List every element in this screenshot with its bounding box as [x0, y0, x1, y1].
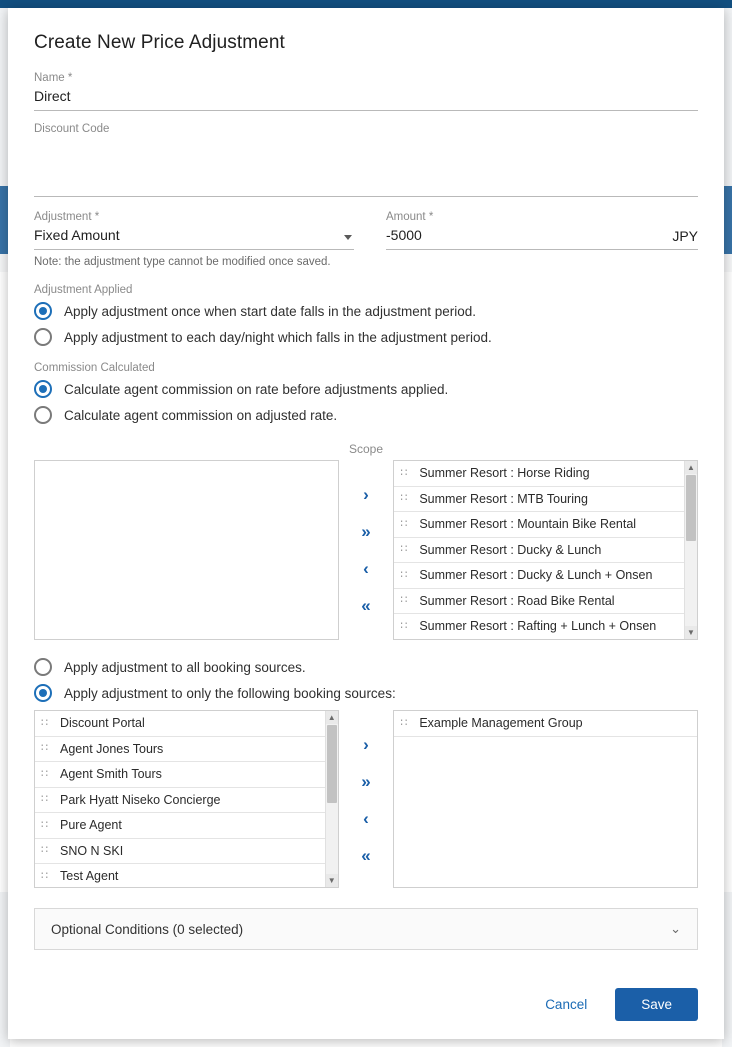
drag-handle-icon[interactable]: ∷: [400, 594, 407, 607]
list-item[interactable]: [394, 589, 684, 615]
list-item[interactable]: [35, 864, 325, 887]
optional-conditions-label: Optional Conditions (0 selected): [51, 921, 244, 937]
list-item-label: Agent Smith Tours: [60, 767, 162, 782]
adjustment-applied-option-each-day-label: Apply adjustment to each day/night which falls in the adjustment period.: [64, 329, 492, 345]
booking-move-all-left-button[interactable]: «: [361, 846, 371, 865]
list-item-label: Summer Resort : Mountain Bike Rental: [419, 517, 637, 532]
drag-handle-icon[interactable]: ∷: [41, 869, 47, 882]
scope-move-all-right-button[interactable]: »: [361, 522, 371, 541]
app-topbar: [0, 0, 732, 8]
commission-option-before-label: Calculate agent commission on rate before adjustments applied.: [64, 381, 449, 397]
list-item[interactable]: [394, 711, 697, 737]
drag-handle-icon[interactable]: ∷: [41, 742, 47, 755]
drag-handle-icon[interactable]: ∷: [400, 466, 407, 479]
amount-field-label: Amount *: [386, 211, 434, 223]
radio-icon-applied-once[interactable]: [34, 302, 52, 320]
list-item-label: Summer Resort : Road Bike Rental: [419, 593, 615, 608]
cancel-button[interactable]: Cancel: [533, 989, 599, 1020]
scope-available-list[interactable]: [34, 460, 339, 640]
booking-sources-option-only-label: Apply adjustment to only the following booking sources:: [64, 685, 396, 701]
list-item-label: Summer Resort : MTB Touring: [419, 491, 588, 506]
list-item[interactable]: [394, 563, 684, 589]
radio-icon-booking-only[interactable]: [34, 684, 52, 702]
scrollbar-down-arrow-icon[interactable]: ▼: [685, 626, 697, 639]
scrollbar-up-arrow-icon[interactable]: ▲: [326, 711, 338, 724]
list-item-label: Pure Agent: [60, 818, 122, 833]
adjustment-note: Note: the adjustment type cannot be modified once saved.: [34, 256, 331, 268]
drag-handle-icon[interactable]: ∷: [400, 492, 407, 505]
adjustment-amount-row: [34, 211, 698, 250]
booking-move-left-button[interactable]: ‹: [363, 809, 369, 828]
dialog-title: Create New Price Adjustment: [34, 32, 285, 53]
booking-sources-option-all[interactable]: [34, 658, 698, 676]
commission-calculated-label: Commission Calculated: [34, 362, 155, 374]
list-item-label: Summer Resort : Ducky & Lunch: [419, 542, 602, 557]
scope-selected-scrollbar[interactable]: [684, 461, 697, 639]
drag-handle-icon[interactable]: ∷: [400, 568, 407, 581]
scope-move-right-button[interactable]: ›: [363, 485, 369, 504]
list-item-label: Summer Resort : Ducky & Lunch + Onsen: [419, 568, 653, 583]
radio-icon-commission-before[interactable]: [34, 380, 52, 398]
list-item[interactable]: [35, 813, 325, 839]
adjustment-applied-option-each-day[interactable]: [34, 328, 698, 346]
dialog-footer: [533, 988, 698, 1021]
scrollbar-thumb[interactable]: [327, 725, 337, 803]
list-item[interactable]: [35, 711, 325, 737]
booking-move-all-right-button[interactable]: »: [361, 772, 371, 791]
scope-move-all-left-button[interactable]: «: [361, 596, 371, 615]
list-item[interactable]: [35, 788, 325, 814]
scope-dual-list: [34, 460, 698, 640]
radio-icon-applied-each-day[interactable]: [34, 328, 52, 346]
list-item-label: Discount Portal: [60, 716, 145, 731]
discount-code-field-label: Discount Code: [34, 123, 110, 135]
name-field-label: Name *: [34, 72, 73, 84]
commission-option-adjusted-label: Calculate agent commission on adjusted rate.: [64, 407, 338, 423]
price-adjustment-dialog: [8, 8, 724, 1039]
name-input[interactable]: [34, 86, 698, 111]
list-item[interactable]: [35, 762, 325, 788]
drag-handle-icon[interactable]: ∷: [41, 767, 47, 780]
amount-currency-label: JPY: [672, 228, 698, 244]
radio-icon-commission-adjusted[interactable]: [34, 406, 52, 424]
list-item[interactable]: [394, 461, 684, 487]
adjustment-applied-option-once-label: Apply adjustment once when start date falls in the adjustment period.: [64, 303, 476, 319]
scope-label: Scope: [348, 442, 384, 456]
list-item-label: Agent Jones Tours: [60, 741, 164, 756]
booking-sources-option-only[interactable]: [34, 684, 698, 702]
adjustment-applied-label: Adjustment Applied: [34, 284, 133, 296]
list-item-label: SNO N SKI: [60, 843, 124, 858]
discount-code-field-group: [34, 123, 698, 197]
scope-transfer-buttons: [339, 460, 394, 614]
commission-option-adjusted[interactable]: [34, 406, 698, 424]
list-item-label: Example Management Group: [419, 716, 583, 731]
list-item[interactable]: [35, 839, 325, 865]
name-field-group: [34, 72, 698, 111]
booking-available-scrollbar[interactable]: [325, 711, 338, 887]
booking-sources-option-all-label: Apply adjustment to all booking sources.: [64, 659, 306, 675]
booking-transfer-buttons: [339, 710, 394, 864]
list-item-label: Park Hyatt Niseko Concierge: [60, 792, 221, 807]
commission-option-before[interactable]: [34, 380, 698, 398]
drag-handle-icon[interactable]: ∷: [41, 844, 47, 857]
scrollbar-thumb[interactable]: [686, 475, 696, 541]
adjustment-field-group: [34, 211, 354, 250]
save-button[interactable]: Save: [615, 988, 698, 1021]
chevron-down-icon[interactable]: ⌄: [670, 921, 681, 936]
chevron-down-icon[interactable]: [344, 235, 352, 240]
scope-selected-list[interactable]: [393, 460, 698, 640]
radio-icon-booking-all[interactable]: [34, 658, 52, 676]
booking-sources-radios: [34, 658, 698, 702]
amount-field-group: [386, 211, 698, 250]
drag-handle-icon[interactable]: ∷: [400, 619, 407, 632]
list-item[interactable]: [394, 487, 684, 513]
drag-handle-icon[interactable]: ∷: [400, 543, 407, 556]
list-item[interactable]: [35, 737, 325, 763]
amount-input[interactable]: [386, 225, 698, 250]
drag-handle-icon[interactable]: ∷: [400, 716, 407, 729]
booking-sources-dual-list: [34, 710, 698, 888]
drag-handle-icon[interactable]: ∷: [41, 716, 47, 729]
drag-handle-icon[interactable]: ∷: [41, 793, 47, 806]
list-item[interactable]: [394, 614, 684, 639]
scope-move-left-button[interactable]: ‹: [363, 559, 369, 578]
drag-handle-icon[interactable]: ∷: [400, 517, 407, 530]
booking-sources-selected-list[interactable]: [393, 710, 698, 888]
adjustment-field-label: Adjustment *: [34, 211, 100, 223]
list-item-label: Test Agent: [60, 869, 119, 884]
list-item[interactable]: [394, 538, 684, 564]
list-item-label: Summer Resort : Rafting + Lunch + Onsen: [419, 619, 657, 634]
adjustment-select[interactable]: [34, 225, 354, 250]
optional-conditions-accordion[interactable]: [34, 908, 698, 950]
scrollbar-down-arrow-icon[interactable]: ▼: [326, 874, 338, 887]
drag-handle-icon[interactable]: ∷: [41, 818, 47, 831]
adjustment-applied-option-once[interactable]: [34, 302, 698, 320]
discount-code-input[interactable]: [34, 172, 698, 197]
booking-move-right-button[interactable]: ›: [363, 735, 369, 754]
booking-sources-available-list[interactable]: [34, 710, 339, 888]
scrollbar-up-arrow-icon[interactable]: ▲: [685, 461, 697, 474]
list-item-label: Summer Resort : Horse Riding: [419, 466, 590, 481]
list-item[interactable]: [394, 512, 684, 538]
